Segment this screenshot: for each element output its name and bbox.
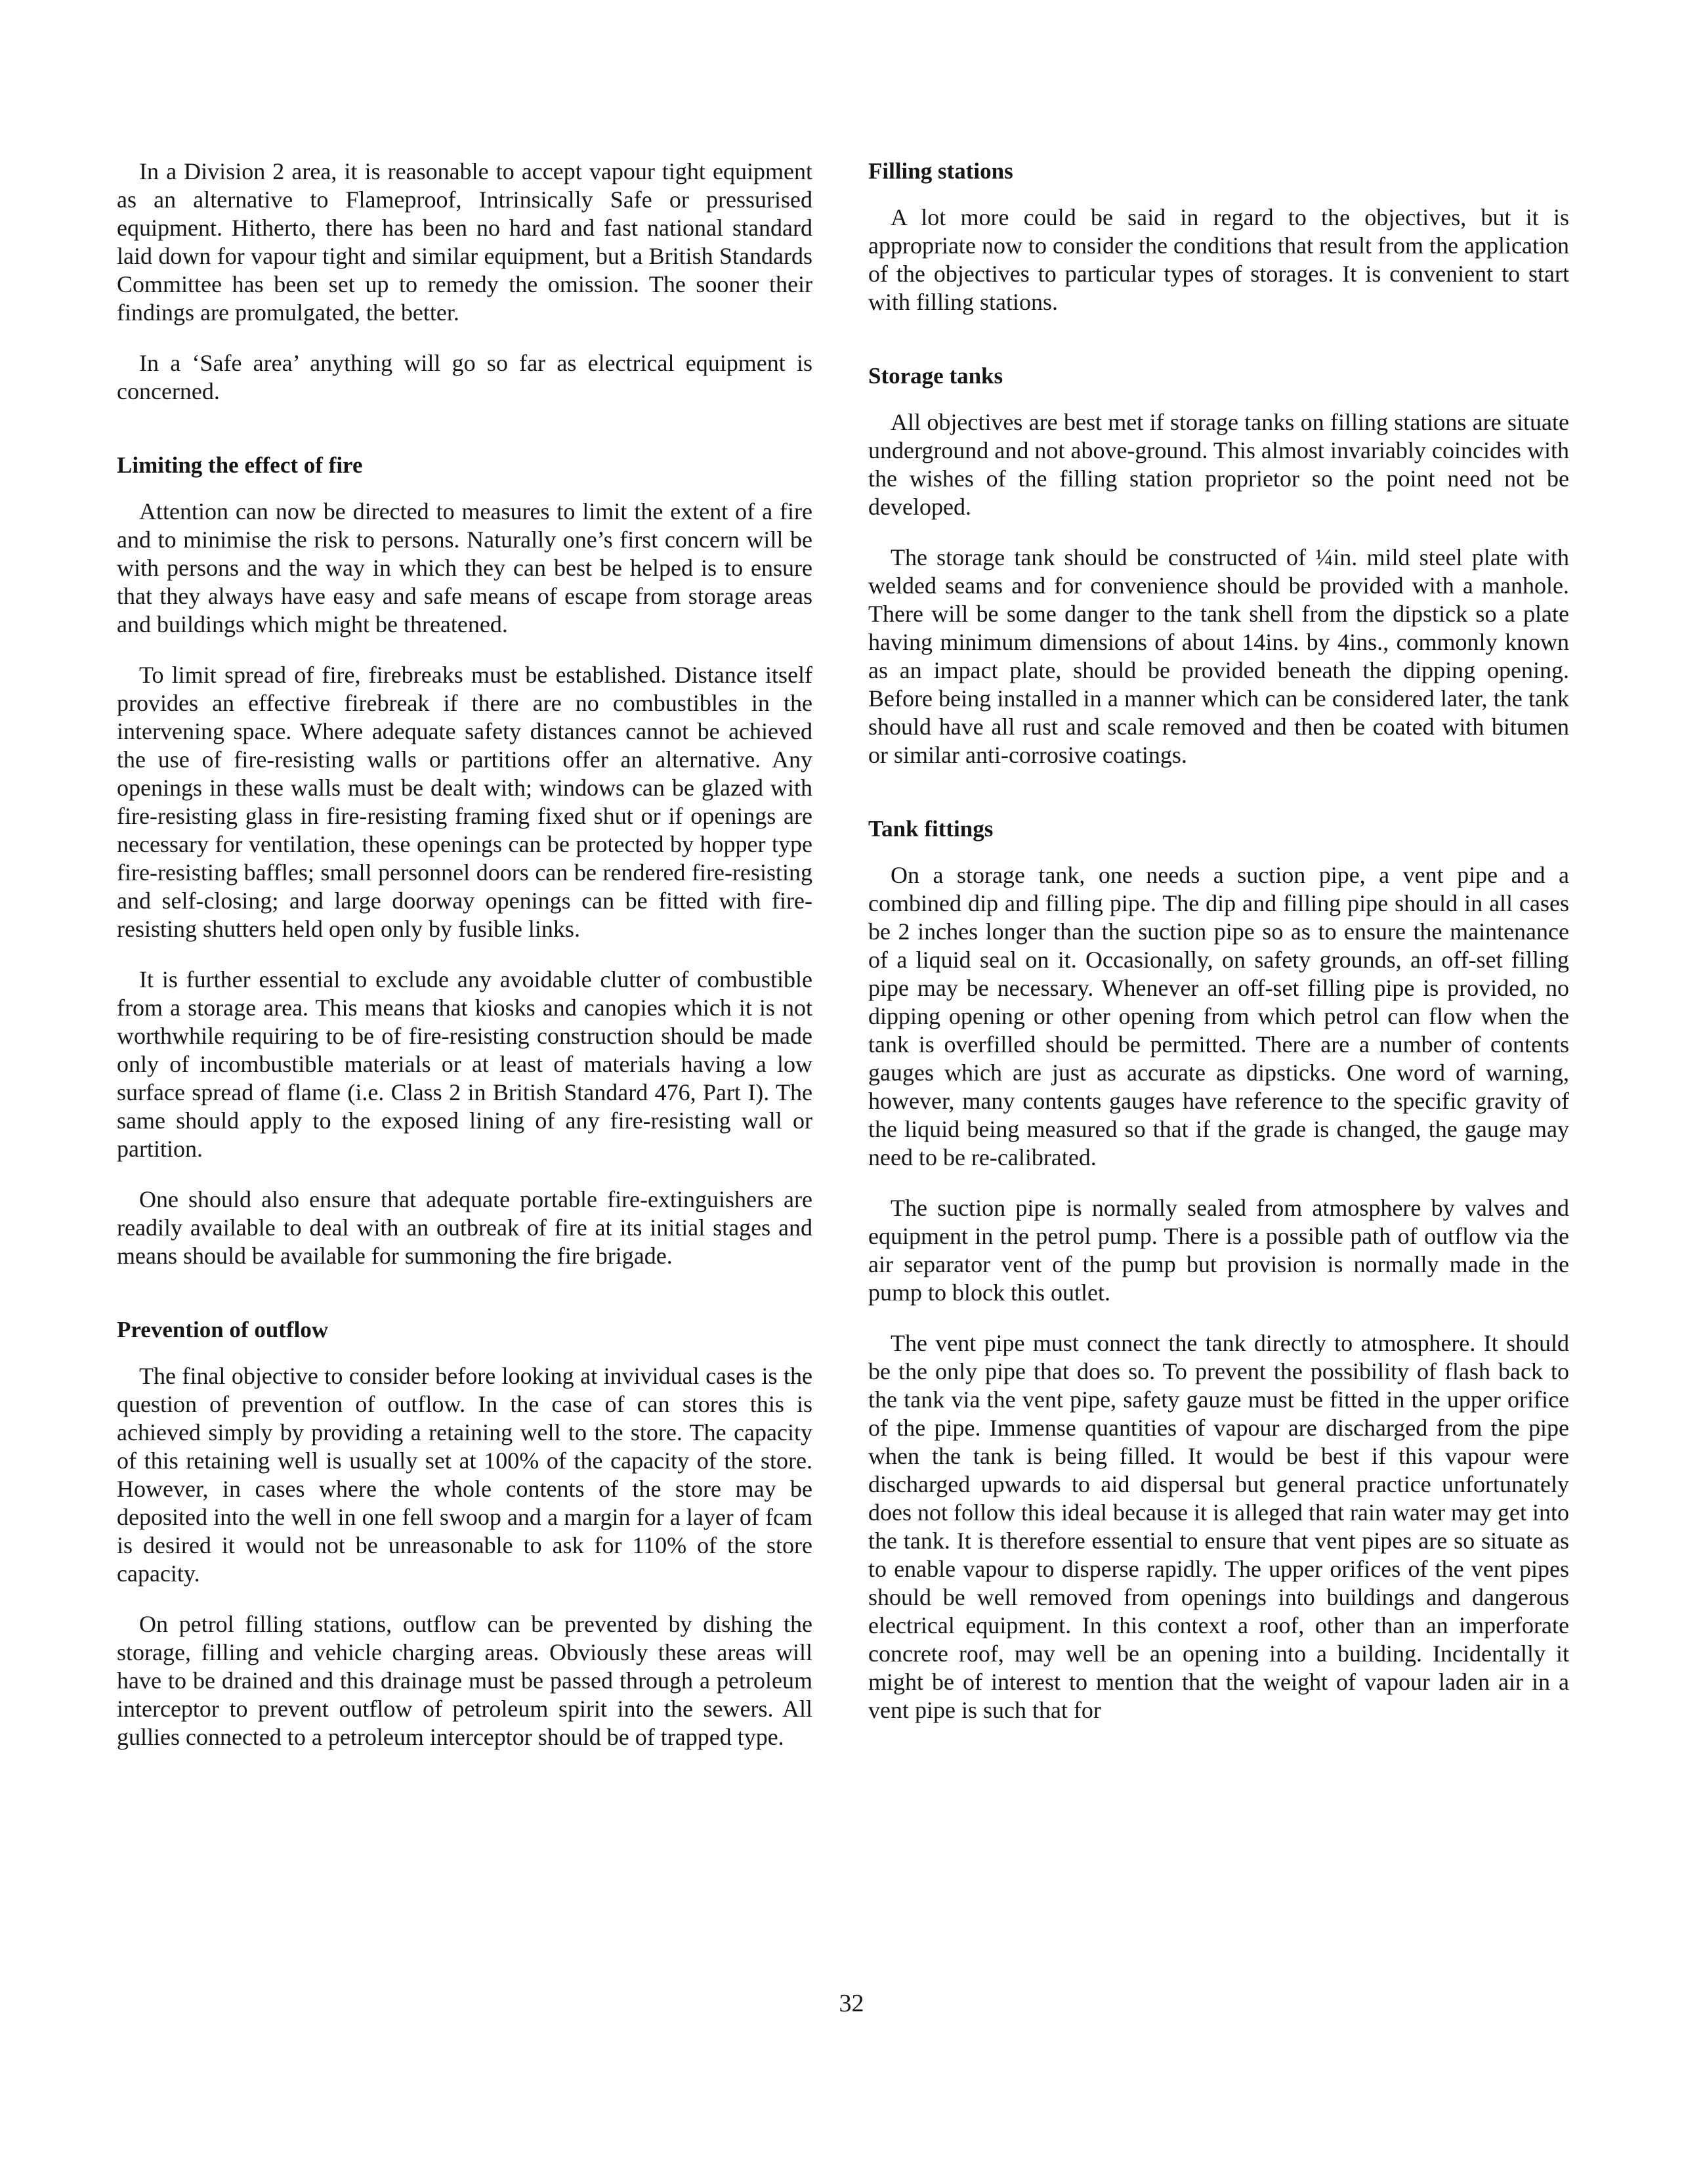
paragraph-fittings-1: On a storage tank, one needs a suction pipe, a vent pipe and a combined dip and filling pipe. The dip and filling pipe should in all cases be 2 inches longer than the suction pipe so as to ensure the maintenance of a liquid seal on it. Occasionally, on safety grounds, an off-set filling pipe may be necessary. Whenever an off-set filling pipe is provided, no dipping opening or other opening from which petrol can flow when the tank is overfilled should be permitted. There are a number of contents gauges which are just as accurate as dipsticks. One word of warning, however, many contents gauges have reference to the specific gravity of the liquid being measured so that if the grade is changed, the gauge may need to be re-calibrated. <box>868 862 1569 1170</box>
heading-prevention-outflow: Prevention of outflow <box>117 1317 329 1342</box>
paragraph-fittings-2: The suction pipe is normally sealed from atmosphere by valves and equipment in the petrol pump. There is a possible path of outflow via the air separator vent of the pump but provision is normally made in the pump to block this outlet. <box>868 1195 1569 1306</box>
paragraph-division-2: In a Division 2 area, it is reasonable to accept vapour tight equipment as an alternative to Flameproof, Intrinsically Safe or pressurised equipment. Hitherto, there has been no hard and fast national standard laid down for vapour tight and similar equipment, but a British Standards Committee has been set up to remedy the omission. The sooner their findings are promulgated, the better. <box>117 158 812 326</box>
paragraph-limiting-4: One should also ensure that adequate portable fire-extinguishers are readily available to deal with an outbreak of fire at its initial stages and means should be available for summoning the fire brigade. <box>117 1186 812 1269</box>
heading-filling-stations: Filling stations <box>868 158 1013 184</box>
paragraph-limiting-3: It is further essential to exclude any avoidable clutter of combustible from a storage area. This means that kiosks and canopies which it is not worthwhile requiring to be of fire-resisting construction should be made only of incombustible materials or at least of materials having a low surface spread of flame (i.e. Class 2 in British Standard 476, Part I). The same should apply to the exposed lining of any fire-resisting wall or partition. <box>117 966 812 1162</box>
left-column <box>117 158 812 1774</box>
paragraph-outflow-2: On petrol filling stations, outflow can be prevented by dishing the storage, filling and vehicle charging areas. Obviously these areas will have to be drained and this drainage must be passed through a petroleum interceptor to prevent outflow of petroleum spirit into the sewers. All gullies connected to a petroleum interceptor should be of trapped type. <box>117 1611 812 1750</box>
heading-tank-fittings: Tank fittings <box>868 816 994 842</box>
heading-limiting-fire: Limiting the effect of fire <box>117 452 363 478</box>
heading-storage-tanks: Storage tanks <box>868 363 1003 389</box>
right-column <box>868 158 1569 1747</box>
paragraph-outflow-1: The final objective to consider before looking at invividual cases is the question of prevention of outflow. In the case of can stores this is achieved simply by providing a retaining well to the store. The capacity of this retaining well is usually set at 100% of the capacity of the store. However, in cases where the whole contents of the store may be deposited into the well in one fell swoop and a margin for a layer of fcam is desired it would not be unreasonable to ask for 110% of the store capacity. <box>117 1363 812 1587</box>
page-number: 32 <box>839 1990 864 2017</box>
paragraph-storage-2: The storage tank should be constructed of ¼in. mild steel plate with welded seams and for convenience should be provided with a manhole. There will be some danger to the tank shell from the dipstick so a plate having minimum dimensions of about 14ins. by 4ins., commonly known as an impact plate, should be provided beneath the dipping opening. Before being installed in a manner which can be considered later, the tank should have all rust and scale removed and then be coated with bitumen or similar anti-corrosive coatings. <box>868 544 1569 768</box>
paragraph-storage-1: All objectives are best met if storage tanks on filling stations are situate underground and not above-ground. This almost invariably coincides with the wishes of the filling station proprietor so the point need not be developed. <box>868 409 1569 520</box>
paragraph-safe-area: In a ‘Safe area’ anything will go so far as electrical equipment is concerned. <box>117 350 812 404</box>
paragraph-fittings-3: The vent pipe must connect the tank directly to atmosphere. It should be the only pipe that does so. To prevent the possibility of flash back to the tank via the vent pipe, safety gauze must be fitted in the upper orifice of the pipe. Immense quantities of vapour are discharged from the pipe when the tank is being filled. It would be best if this vapour were discharged upwards to aid dispersal but general practice unfortunately does not follow this ideal because it is alleged that rain water may get into the tank. It is therefore essential to ensure that vent pipes are so situate as to enable vapour to disperse rapidly. The upper orifices of the vent pipes should be well removed from openings into buildings and dangerous electrical equipment. In this context a roof, other than an imperforate concrete roof, may well be an opening into a building. Incidentally it might be of interest to mention that the weight of vapour laden air in a vent pipe is such that for <box>868 1330 1569 1723</box>
paragraph-filling-1: A lot more could be said in regard to the objectives, but it is appropriate now to consider the conditions that result from the application of the objectives to particular types of storages. It is convenient to start with filling stations. <box>868 204 1569 315</box>
paragraph-limiting-2: To limit spread of fire, firebreaks must be established. Distance itself provides an effective firebreak if there are no combustibles in the intervening space. Where adequate safety distances cannot be achieved the use of fire-resisting walls or partitions offer an alternative. Any openings in these walls must be dealt with; windows can be glazed with fire-resisting glass in fire-resisting framing fixed shut or if openings are necessary for ventilation, these openings can be protected by hopper type fire-resisting baffles; small personnel doors can be rendered fire-resisting and self-closing; and large doorway openings can be fitted with fire-resisting shutters held open only by fusible links. <box>117 662 812 942</box>
paragraph-limiting-1: Attention can now be directed to measures to limit the extent of a fire and to minimise the risk to persons. Naturally one’s first concern will be with persons and the way in which they can best be helped is to ensure that they always have easy and safe means of escape from storage areas and buildings which might be threatened. <box>117 498 812 637</box>
